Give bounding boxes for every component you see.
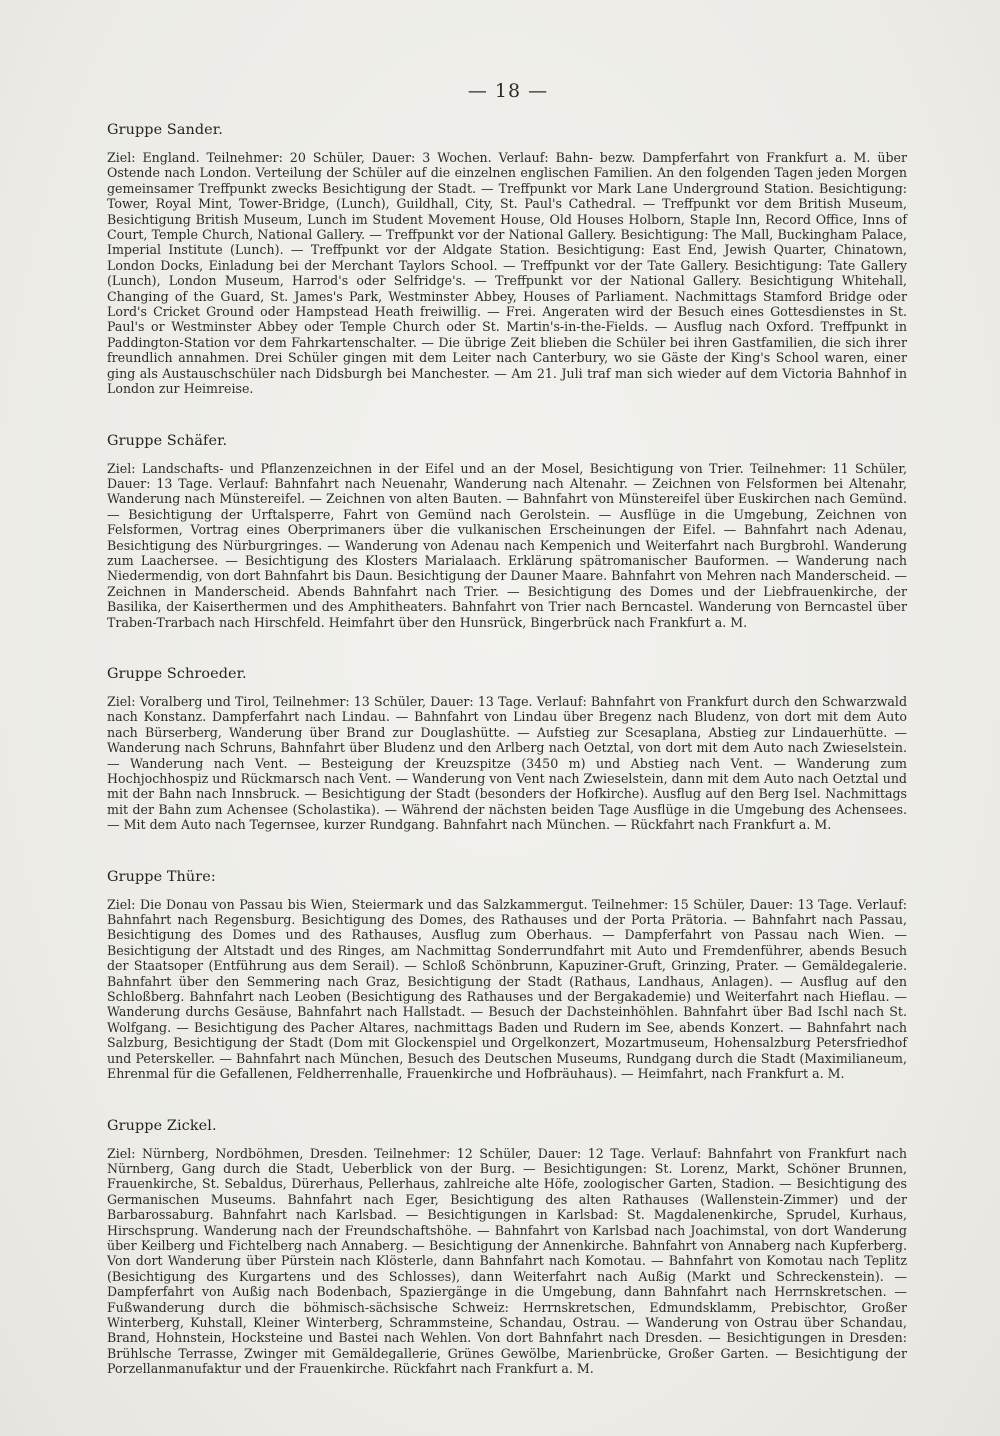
- section-body: Ziel: Nürnberg, Nordböhmen, Dresden. Teilnehmer: 12 Schüler, Dauer: 12 Tage. Verlauf: Bahnfahrt von Frankfurt nach Nürnberg, Gang durch die Stadt, Ueberblick von der Burg. — Besichtigungen: St. Lorenz, Markt, Schöner Brunnen, Frauenkirche, St. Sebaldus, Dürerhaus, Pellerhaus, zahlreiche alte Höfe, zoologischer Garten, Stadion. — Besichtigung des Germanischen Museums. Bahnfahrt nach Eger, Besichtigung des alten Rathauses (Wallenstein-Zimmer) und der Barbarossaburg. Bahnfahrt nach Karlsbad. — Besichtigungen in Karlsbad: St. Magdalenenkirche, Sprudel, Kurhaus, Hirschsprung. Wanderung nach der Freundschaftshöhe. — Bahnfahrt von Karlsbad nach Joachimstal, von dort Wanderung über Keilberg und Fichtelberg nach Annaberg. — Besichtigung der Annenkirche. Bahnfahrt von Annaberg nach Kupferberg. Von dort Wanderung über Pürstein nach Klösterle, dann Bahnfahrt nach Komotau. — Bahnfahrt von Komotau nach Teplitz (Besichtigung des Kurgartens und des Schlosses), dann Weiterfahrt nach Außig (Markt und Schreckenstein). — Dampferfahrt von Außig nach Bodenbach, Spaziergänge in die Umgebung, dann Bahnfahrt nach Herrnskretschen. — Fußwanderung durch die böhmisch-sächsische Schweiz: Herrnskretschen, Edmundsklamm, Prebischtor, Großer Winterberg, Kuhstall, Kleiner Winterberg, Schrammsteine, Schandau, Ostrau. — Wanderung von Ostrau über Schandau, Brand, Hohnstein, Hocksteine und Bastei nach Wehlen. Von dort Bahnfahrt nach Dresden. — Besichtigungen in Dresden: Brühlsche Terrasse, Zwinger mit Gemäldegallerie, Grünes Gewölbe, Marienbrücke, Großer Garten. — Besichtigung der Porzellanmanufaktur und der Frauenkirche. Rückfahrt nach Frankfurt a. M.: [107, 1145, 907, 1377]
- page-number: — 18 —: [467, 80, 549, 102]
- section-gruppe-thuere: [107, 867, 907, 1082]
- page-content: [107, 120, 907, 1377]
- section-gruppe-schroeder: [107, 664, 907, 833]
- section-gruppe-sander: [107, 120, 907, 397]
- section-heading: Gruppe Schroeder.: [107, 665, 247, 682]
- section-body: Ziel: Landschafts- und Pflanzenzeichnen in der Eifel und an der Mosel, Besichtigung von Trier. Teilnehmer: 11 Schüler, Dauer: 13 Tage. Verlauf: Bahnfahrt nach Neuenahr, Wanderung nach Altenahr. — Zeichnen von Felsformen bei Altenahr, Wanderung nach Münstereifel. — Zeichnen von alten Bauten. — Bahnfahrt von Münstereifel über Euskirchen nach Gemünd. — Besichtigung der Urftalsperre, Fahrt von Gemünd nach Gerolstein. — Ausflüge in die Umgebung, Zeichnen von Felsformen, Vortrag eines Oberprimaners über die vulkanischen Erscheinungen der Eifel. — Bahnfahrt nach Adenau, Besichtigung des Nürburgringes. — Wanderung von Adenau nach Kempenich und Weiterfahrt nach Burgbrohl. Wanderung zum Laachersee. — Besichtigung des Klosters Marialaach. Erklärung spätromanischer Bauformen. — Wanderung nach Niedermendig, von dort Bahnfahrt bis Daun. Besichtigung der Dauner Maare. Bahnfahrt von Mehren nach Manderscheid. — Zeichnen in Manderscheid. Abends Bahnfahrt nach Trier. — Besichtigung des Domes und der Liebfrauenkirche, der Basilika, der Kaiserthermen und des Amphitheaters. Bahnfahrt von Trier nach Berncastel. Wanderung von Berncastel über Traben-Trarbach nach Hirschfeld. Heimfahrt über den Hunsrück, Bingerbrück nach Frankfurt a. M.: [107, 460, 907, 630]
- section-heading: Gruppe Schäfer.: [107, 432, 228, 449]
- section-heading: Gruppe Zickel.: [107, 1117, 217, 1134]
- section-heading: Gruppe Sander.: [107, 122, 223, 138]
- section-body: Ziel: England. Teilnehmer: 20 Schüler, Dauer: 3 Wochen. Verlauf: Bahn- bezw. Dampferfahrt von Frankfurt a. M. über Ostende nach London. Verteilung der Schüler auf die einzelnen englischen Familien. An den folgenden Tagen jeden Morgen gemeinsamer Treffpunkt zwecks Besichtigung der Stadt. — Treffpunkt vor Mark Lane Underground Station. Besichtigung: Tower, Royal Mint, Tower-Bridge, (Lunch), Guildhall, City, St. Paul's Cathedral. — Treffpunkt vor dem British Museum, Besichtigung British Museum, Lunch im Student Movement House, Old Houses Holborn, Staple Inn, Record Office, Inns of Court, Temple Church, National Gallery. — Treffpunkt vor der National Gallery. Besichtigung: The Mall, Buckingham Palace, Imperial Institute (Lunch). — Treffpunkt vor der Aldgate Station. Besichtigung: East End, Jewish Quarter, Chinatown, London Docks, Einladung bei der Merchant Taylors School. — Treffpunkt vor der Tate Gallery. Besichtigung: Tate Gallery (Lunch), London Museum, Harrod's oder Selfridge's. — Treffpunkt vor der National Gallery. Besichtigung Whitehall, Changing of the Guard, St. James's Park, Westminster Abbey, Houses of Parliament. Nachmittags Stamford Bridge oder Lord's Cricket Ground oder Hampstead Heath freiwillig. — Frei. Angeraten wird der Besuch eines Gottesdienstes in St. Paul's or Westminster Abbey oder Temple Church oder St. Martin's-in-the-Fields. — Ausflug nach Oxford. Treffpunkt in Paddington-Station vor dem Fahrkartenschalter. — Die übrige Zeit blieben die Schüler bei ihren Gastfamilien, die sich ihrer freundlich annahmen. Drei Schüler gingen mit dem Leiter nach Canterbury, wo sie Gäste der King's School waren, einer ging als Austauschschüler nach Didsburgh bei Manchester. — Am 21. Juli traf man sich wieder auf dem Victoria Bahnhof in London zur Heimreise.: [107, 150, 907, 397]
- section-heading: Gruppe Thüre:: [107, 868, 216, 885]
- section-body: Ziel: Voralberg und Tirol, Teilnehmer: 13 Schüler, Dauer: 13 Tage. Verlauf: Bahnfahrt von Frankfurt durch den Schwarzwald nach Konstanz. Dampferfahrt nach Lindau. — Bahnfahrt von Lindau über Bregenz nach Bludenz, von dort mit dem Auto nach Bürserberg, Wanderung über Brand zur Douglashütte. — Aufstieg zur Scesaplana, Abstieg zur Lindauerhütte. — Wanderung nach Schruns, Bahnfahrt über Bludenz und den Arlberg nach Oetztal, von dort mit dem Auto nach Zwieselstein. — Wanderung nach Vent. — Besteigung der Kreuzspitze (3450 m) und Abstieg nach Vent. — Wanderung zum Hochjochhospiz und Rückmarsch nach Vent. — Wanderung von Vent nach Zwieselstein, dann mit dem Auto nach Oetztal und mit der Bahn nach Innsbruck. — Besichtigung der Stadt (besonders der Hofkirche). Ausflug auf den Berg Isel. Nachmittags mit der Bahn zum Achensee (Scholastika). — Während der nächsten beiden Tage Ausflüge in die Umgebung des Achensees. — Mit dem Auto nach Tegernsee, kurzer Rundgang. Bahnfahrt nach München. — Rückfahrt nach Frankfurt a. M.: [107, 693, 907, 833]
- section-body: Ziel: Die Donau von Passau bis Wien, Steiermark und das Salzkammergut. Teilnehmer: 15 Schüler, Dauer: 13 Tage. Verlauf: Bahnfahrt nach Regensburg. Besichtigung des Domes, des Rathauses und der Porta Prätoria. — Bahnfahrt nach Passau, Besichtigung des Domes und des Rathauses, Ausflug zum Oberhaus. — Dampferfahrt von Passau nach Wien. — Besichtigung der Altstadt und des Ringes, am Nachmittag Sonderrundfahrt mit Auto und Fremdenführer, abends Besuch der Staatsoper (Entführung aus dem Serail). — Schloß Schönbrunn, Kapuziner-Gruft, Grinzing, Prater. — Gemäldegalerie. Bahnfahrt über den Semmering nach Graz, Besichtigung der Stadt (Rathaus, Landhaus, Anlagen). — Ausflug auf den Schloßberg. Bahnfahrt nach Leoben (Besichtigung des Rathauses und der Bergakademie) und Weiterfahrt nach Hieflau. — Wanderung durchs Gesäuse, Bahnfahrt nach Hallstadt. — Besuch der Dachsteinhöhlen. Bahnfahrt über Bad Ischl nach St. Wolfgang. — Besichtigung des Pacher Altares, nachmittags Baden und Rudern im See, abends Konzert. — Bahnfahrt nach Salzburg, Besichtigung der Stadt (Dom mit Glockenspiel und Orgelkonzert, Mozartmuseum, Hohensalzburg Petersfriedhof und Peterskeller. — Bahnfahrt nach München, Besuch des Deutschen Museums, Rundgang durch die Stadt (Maximilianeum, Ehrenmal für die Gefallenen, Feldherrenhalle, Frauenkirche und Hofbräuhaus). — Heimfahrt, nach Frankfurt a. M.: [107, 896, 907, 1082]
- section-gruppe-schaefer: [107, 431, 907, 630]
- section-gruppe-zickel: [107, 1116, 907, 1377]
